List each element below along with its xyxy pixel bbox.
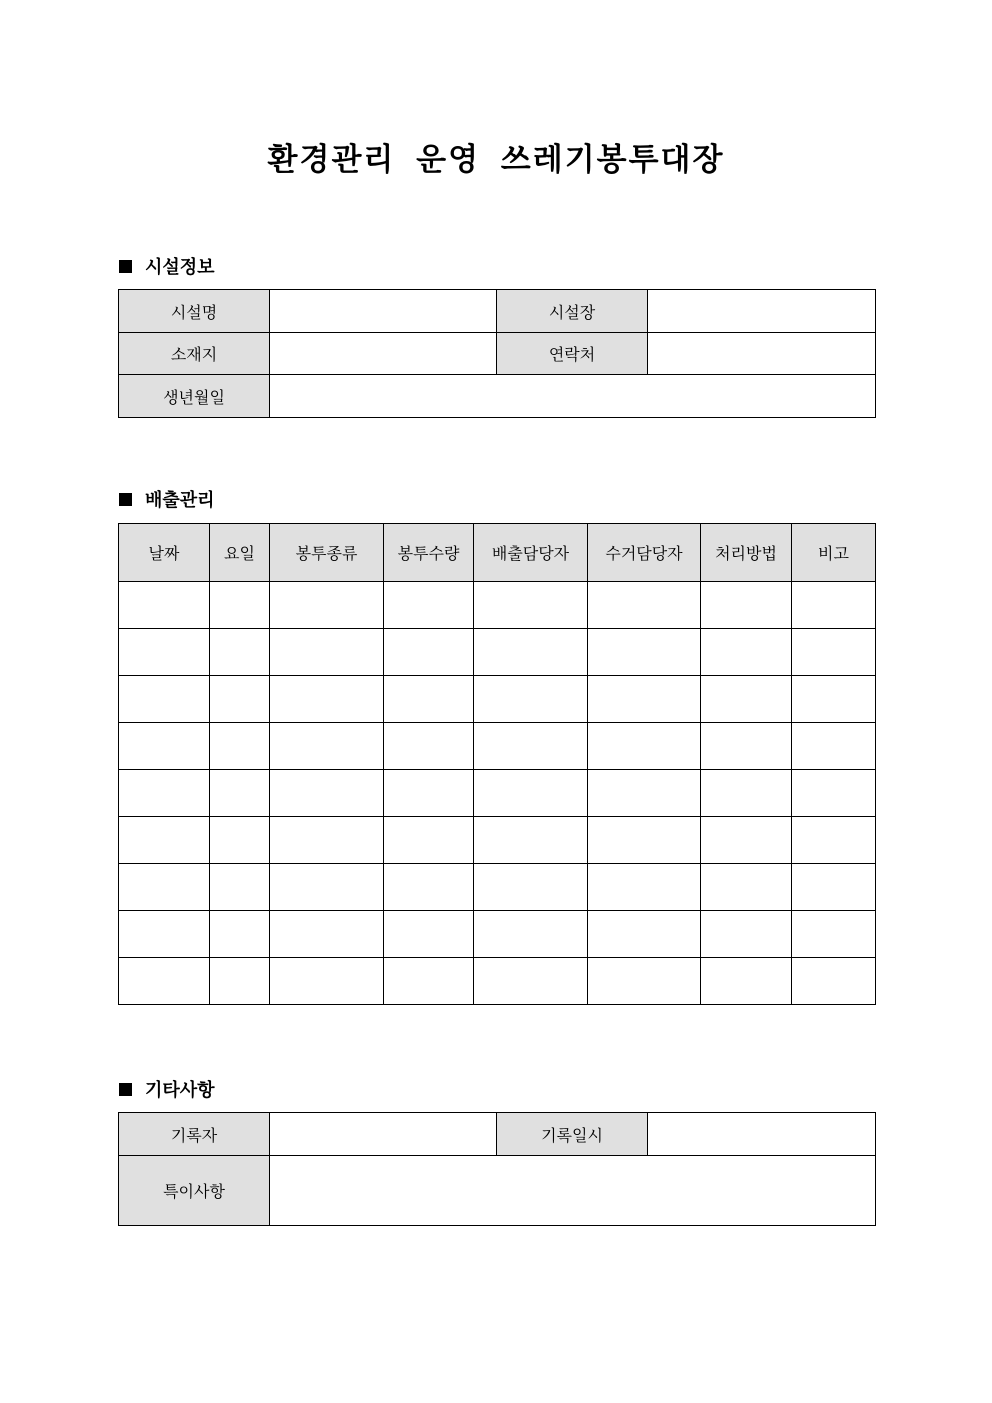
contact-field[interactable] xyxy=(648,333,876,375)
table-row xyxy=(119,911,876,958)
table-cell[interactable] xyxy=(474,958,588,1005)
col-header-weekday: 요일 xyxy=(210,524,270,582)
table-cell[interactable] xyxy=(270,911,384,958)
table-cell[interactable] xyxy=(210,911,270,958)
table-cell[interactable] xyxy=(270,582,384,629)
table-cell[interactable] xyxy=(701,911,792,958)
table-cell[interactable] xyxy=(119,723,210,770)
col-header-bag-qty: 봉투수량 xyxy=(384,524,474,582)
table-cell[interactable] xyxy=(384,770,474,817)
table-cell[interactable] xyxy=(701,629,792,676)
col-header-bag-type: 봉투종류 xyxy=(270,524,384,582)
table-cell[interactable] xyxy=(792,723,876,770)
col-header-date: 날짜 xyxy=(119,524,210,582)
table-cell[interactable] xyxy=(792,582,876,629)
table-cell[interactable] xyxy=(792,911,876,958)
birthdate-label: 생년월일 xyxy=(119,375,270,418)
table-cell[interactable] xyxy=(210,582,270,629)
table-row xyxy=(119,817,876,864)
table-cell[interactable] xyxy=(474,582,588,629)
address-field[interactable] xyxy=(270,333,497,375)
table-cell[interactable] xyxy=(588,676,701,723)
table-row xyxy=(119,770,876,817)
table-cell[interactable] xyxy=(701,864,792,911)
table-cell[interactable] xyxy=(119,770,210,817)
discharge-header-row xyxy=(119,524,876,582)
discharge-section-heading xyxy=(119,486,215,512)
table-cell[interactable] xyxy=(119,676,210,723)
table-cell[interactable] xyxy=(270,770,384,817)
table-cell[interactable] xyxy=(701,676,792,723)
table-cell[interactable] xyxy=(588,911,701,958)
table-cell[interactable] xyxy=(210,676,270,723)
table-cell[interactable] xyxy=(474,676,588,723)
other-heading-text: 기타사항 xyxy=(145,1080,215,1101)
table-cell[interactable] xyxy=(588,723,701,770)
table-cell[interactable] xyxy=(588,582,701,629)
table-cell[interactable] xyxy=(474,723,588,770)
table-row xyxy=(119,582,876,629)
table-cell[interactable] xyxy=(474,629,588,676)
table-cell[interactable] xyxy=(384,723,474,770)
other-row-1 xyxy=(119,1113,876,1156)
discharge-heading-text: 배출관리 xyxy=(145,490,215,511)
table-cell[interactable] xyxy=(384,864,474,911)
contact-label: 연락처 xyxy=(497,333,648,375)
table-cell[interactable] xyxy=(270,629,384,676)
recorder-field[interactable] xyxy=(270,1113,497,1156)
table-cell[interactable] xyxy=(270,958,384,1005)
table-cell[interactable] xyxy=(384,676,474,723)
table-cell[interactable] xyxy=(588,817,701,864)
table-cell[interactable] xyxy=(701,770,792,817)
table-cell[interactable] xyxy=(792,629,876,676)
birthdate-field[interactable] xyxy=(270,375,876,418)
table-cell[interactable] xyxy=(119,864,210,911)
table-cell[interactable] xyxy=(792,770,876,817)
square-bullet-icon xyxy=(119,1083,132,1096)
table-cell[interactable] xyxy=(384,817,474,864)
table-cell[interactable] xyxy=(210,629,270,676)
facility-section-heading xyxy=(119,253,215,279)
table-cell[interactable] xyxy=(119,958,210,1005)
record-datetime-label: 기록일시 xyxy=(497,1113,648,1156)
table-cell[interactable] xyxy=(119,629,210,676)
discharge-table-body xyxy=(119,582,876,1005)
facility-row-2 xyxy=(119,333,876,375)
facility-info-table xyxy=(118,289,876,418)
table-cell[interactable] xyxy=(210,958,270,1005)
other-section-heading xyxy=(119,1076,215,1102)
table-cell[interactable] xyxy=(384,582,474,629)
facility-row-1 xyxy=(119,290,876,333)
table-cell[interactable] xyxy=(119,817,210,864)
table-cell[interactable] xyxy=(270,676,384,723)
table-cell[interactable] xyxy=(792,864,876,911)
facility-name-label: 시설명 xyxy=(119,290,270,333)
table-cell[interactable] xyxy=(270,817,384,864)
table-cell[interactable] xyxy=(474,864,588,911)
table-cell[interactable] xyxy=(701,817,792,864)
remarks-field[interactable] xyxy=(270,1156,876,1226)
table-row xyxy=(119,958,876,1005)
square-bullet-icon xyxy=(119,260,132,273)
table-cell[interactable] xyxy=(701,958,792,1005)
table-cell[interactable] xyxy=(701,582,792,629)
table-cell[interactable] xyxy=(588,958,701,1005)
col-header-notes: 비고 xyxy=(792,524,876,582)
table-cell[interactable] xyxy=(701,723,792,770)
facility-heading-text: 시설정보 xyxy=(145,257,215,278)
table-cell[interactable] xyxy=(384,958,474,1005)
table-cell[interactable] xyxy=(588,864,701,911)
table-row xyxy=(119,676,876,723)
table-cell[interactable] xyxy=(210,864,270,911)
remarks-label: 특이사항 xyxy=(119,1156,270,1226)
table-cell[interactable] xyxy=(474,817,588,864)
table-cell[interactable] xyxy=(384,911,474,958)
address-label: 소재지 xyxy=(119,333,270,375)
table-row xyxy=(119,864,876,911)
col-header-collection-manager: 수거담당자 xyxy=(588,524,701,582)
table-row xyxy=(119,723,876,770)
square-bullet-icon xyxy=(119,493,132,506)
table-cell[interactable] xyxy=(270,864,384,911)
page-title: 환경관리 운영 쓰레기봉투대장 xyxy=(267,142,725,178)
table-cell[interactable] xyxy=(474,770,588,817)
facility-row-3 xyxy=(119,375,876,418)
other-row-2 xyxy=(119,1156,876,1226)
facility-head-label: 시설장 xyxy=(497,290,648,333)
col-header-method: 처리방법 xyxy=(701,524,792,582)
table-cell[interactable] xyxy=(119,582,210,629)
facility-name-field[interactable] xyxy=(270,290,497,333)
col-header-discharge-manager: 배출담당자 xyxy=(474,524,588,582)
table-cell[interactable] xyxy=(588,629,701,676)
table-cell[interactable] xyxy=(119,911,210,958)
facility-head-field[interactable] xyxy=(648,290,876,333)
discharge-table xyxy=(118,523,876,1005)
recorder-label: 기록자 xyxy=(119,1113,270,1156)
table-cell[interactable] xyxy=(384,629,474,676)
table-cell[interactable] xyxy=(210,817,270,864)
table-cell[interactable] xyxy=(474,911,588,958)
table-cell[interactable] xyxy=(792,676,876,723)
other-info-table xyxy=(118,1112,876,1226)
table-row xyxy=(119,629,876,676)
table-cell[interactable] xyxy=(792,817,876,864)
table-cell[interactable] xyxy=(792,958,876,1005)
table-cell[interactable] xyxy=(210,770,270,817)
table-cell[interactable] xyxy=(588,770,701,817)
table-cell[interactable] xyxy=(270,723,384,770)
record-datetime-field[interactable] xyxy=(648,1113,876,1156)
table-cell[interactable] xyxy=(210,723,270,770)
